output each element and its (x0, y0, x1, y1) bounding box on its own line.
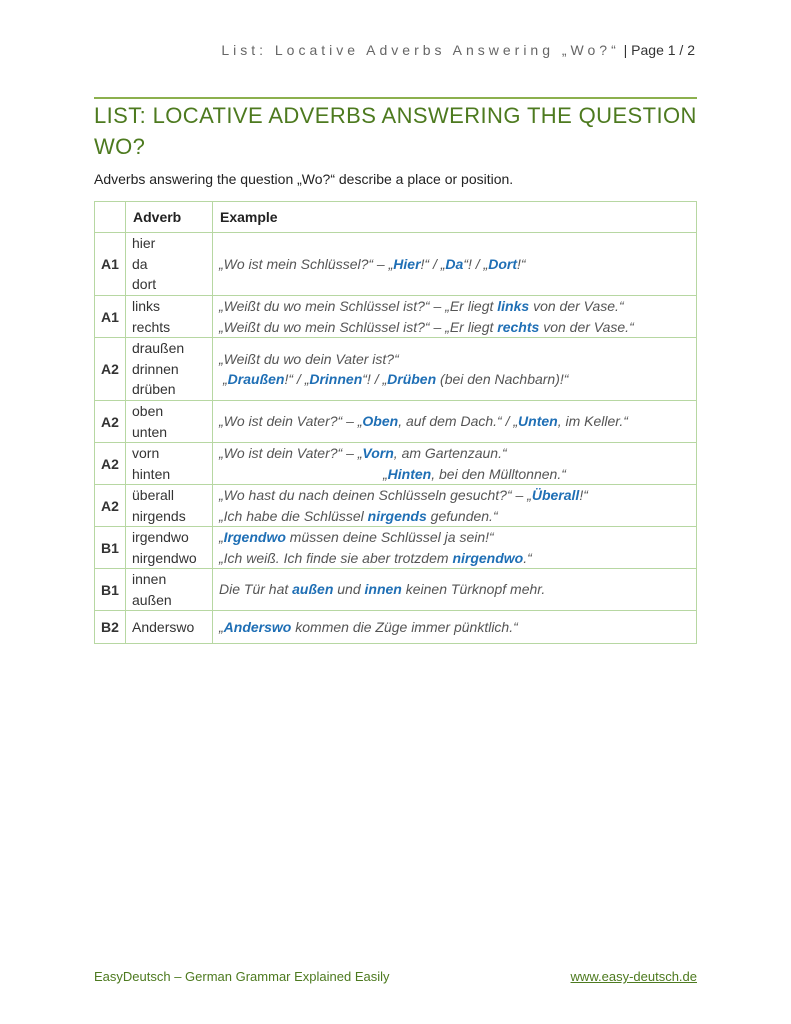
highlighted-adverb: Drinnen (309, 371, 363, 387)
level-cell: A2 (95, 443, 126, 485)
adverb-column-header: Adverb (126, 202, 213, 233)
example-line (219, 527, 690, 548)
example-line (219, 296, 690, 317)
adverb-word: nirgendwo (132, 549, 197, 566)
table-header-row (95, 202, 697, 233)
highlighted-adverb: Drüben (387, 371, 437, 387)
example-line (219, 506, 690, 527)
example-text: und (333, 581, 365, 598)
example-cell (213, 233, 697, 296)
example-text: „ (219, 618, 224, 635)
page-title: LIST: LOCATIVE ADVERBS ANSWERING THE QUESTION WO? (94, 103, 697, 159)
highlighted-adverb: Anderswo (223, 618, 292, 635)
adverb-word: vorn (132, 445, 160, 461)
example-text: müssen deine Schlüssel ja sein!“ (285, 529, 494, 545)
table-row (95, 233, 697, 296)
adverb-cell (126, 296, 213, 338)
adverb-word: nirgends (132, 507, 186, 524)
example-line (219, 254, 690, 275)
adverb-cell (126, 527, 213, 569)
intro-text: Adverbs answering the question „Wo?“ describe a place or position. (94, 171, 514, 187)
adverb-cell (126, 569, 213, 611)
example-line (219, 349, 690, 370)
adverb-word: hier (132, 235, 156, 252)
adverb-word: oben (132, 403, 164, 419)
example-cell (213, 338, 697, 401)
example-text: „ (223, 371, 228, 387)
example-cell (213, 569, 697, 611)
table-row (95, 569, 697, 611)
example-text: „ (383, 465, 388, 482)
adverb-word: innen (132, 571, 167, 587)
example-text: „Wo ist dein Vater?“ – „ (219, 445, 363, 461)
adverb-word: dort (132, 276, 157, 293)
highlighted-adverb: nirgendwo (452, 549, 524, 566)
example-text: gefunden.“ (426, 507, 498, 524)
example-text: „Ich habe die Schlüssel (219, 507, 368, 524)
example-cell (213, 611, 697, 644)
example-line (219, 485, 690, 506)
example-line (219, 464, 690, 485)
level-cell: A1 (95, 233, 126, 296)
table-row (95, 401, 697, 443)
example-text: keinen Türknopf mehr. (401, 581, 546, 598)
example-text: kommen die Züge immer pünktlich.“ (291, 618, 518, 635)
adverb-cell (126, 233, 213, 296)
adverb-word: links (132, 298, 161, 314)
example-text: „Weißt du wo mein Schlüssel ist?“ – „Er liegt (219, 318, 498, 335)
highlighted-adverb: Vorn (362, 445, 394, 461)
adverb-word: drüben (132, 381, 176, 398)
example-cell (213, 401, 697, 443)
example-cell (213, 527, 697, 569)
level-cell: A1 (95, 296, 126, 338)
adverb-word: da (132, 255, 148, 272)
adverb-word: irgendwo (132, 529, 189, 545)
header-title: List: Locative Adverbs Answering „Wo?“ (221, 42, 620, 58)
example-text: , auf dem Dach.“ / „ (398, 413, 519, 430)
adverb-word: unten (132, 423, 168, 440)
example-text: von der Vase.“ (539, 318, 634, 335)
highlighted-adverb: nirgends (367, 507, 427, 524)
level-cell: A2 (95, 338, 126, 401)
level-cell: A2 (95, 485, 126, 527)
adverb-word: rechts (132, 318, 171, 335)
highlighted-adverb: Unten (518, 413, 558, 430)
example-text: , im Keller.“ (557, 413, 628, 430)
example-text: !“ (516, 255, 526, 272)
example-line (219, 548, 690, 569)
adverb-word: außen (132, 591, 172, 608)
table-row (95, 443, 697, 485)
example-text: „Weißt du wo mein Schlüssel ist?“ – „Er liegt (219, 298, 498, 314)
example-text: “! / „ (362, 371, 388, 387)
table-row (95, 296, 697, 338)
adverb-table (94, 201, 697, 644)
example-text: Die Tür hat (219, 581, 293, 598)
example-text: „Wo hast du nach deinen Schlüsseln gesucht?“ – „ (219, 487, 532, 503)
footer-link[interactable]: www.easy-deutsch.de (570, 969, 697, 984)
example-text: !“ (579, 487, 588, 503)
adverb-word: Anderswo (132, 618, 195, 635)
highlighted-adverb: Hinten (387, 465, 432, 482)
example-text: „Ich weiß. Ich finde sie aber trotzdem (219, 549, 453, 566)
example-text: von der Vase.“ (529, 298, 624, 314)
example-text: , am Gartenzaun.“ (393, 445, 507, 461)
example-line (219, 617, 690, 638)
adverb-word: überall (132, 487, 175, 503)
page-number: | Page 1 / 2 (623, 42, 695, 58)
example-text: „ (219, 529, 224, 545)
page-header (221, 42, 695, 58)
example-cell (213, 296, 697, 338)
table-row (95, 527, 697, 569)
example-text: .“ (523, 549, 532, 566)
example-text: !“ / „ (284, 371, 310, 387)
example-text: (bei den Nachbarn)!“ (436, 371, 569, 387)
highlighted-adverb: innen (364, 581, 402, 598)
level-cell: B2 (95, 611, 126, 644)
example-line (219, 579, 690, 600)
example-text: , bei den Mülltonnen.“ (431, 465, 566, 482)
adverb-cell (126, 338, 213, 401)
example-cell (213, 443, 697, 485)
highlighted-adverb: links (497, 298, 530, 314)
highlighted-adverb: außen (292, 581, 334, 598)
adverb-cell (126, 611, 213, 644)
example-text: „Weißt du wo dein Vater ist?“ (219, 350, 399, 367)
level-column-header (95, 202, 126, 233)
example-line (219, 369, 690, 390)
header-divider (94, 97, 697, 99)
adverb-word: hinten (132, 465, 171, 482)
highlighted-adverb: Draußen (227, 371, 285, 387)
highlighted-adverb: Da (445, 255, 464, 272)
highlighted-adverb: Oben (362, 413, 399, 430)
table-row (95, 338, 697, 401)
example-column-header: Example (213, 202, 697, 233)
level-cell: B1 (95, 569, 126, 611)
adverb-word: draußen (132, 340, 185, 357)
footer-brand: EasyDeutsch – German Grammar Explained Easily (94, 969, 390, 984)
highlighted-adverb: rechts (497, 318, 540, 335)
adverb-cell (126, 443, 213, 485)
table-row (95, 611, 697, 644)
example-text: !“ / „ (420, 255, 446, 272)
example-line (219, 443, 690, 464)
level-cell: A2 (95, 401, 126, 443)
table-row (95, 485, 697, 527)
adverb-word: drinnen (132, 360, 179, 377)
example-text: “! / „ (463, 255, 489, 272)
highlighted-adverb: Hier (393, 255, 421, 272)
highlighted-adverb: Irgendwo (223, 529, 286, 545)
highlighted-adverb: Dort (488, 255, 517, 272)
example-cell (213, 485, 697, 527)
level-cell: B1 (95, 527, 126, 569)
highlighted-adverb: Überall (531, 487, 580, 503)
example-line (219, 317, 690, 338)
adverb-cell (126, 401, 213, 443)
example-text: „Wo ist mein Schlüssel?“ – „ (219, 255, 394, 272)
adverb-cell (126, 485, 213, 527)
example-line (219, 411, 690, 432)
example-text: „Wo ist dein Vater?“ – „ (219, 413, 363, 430)
